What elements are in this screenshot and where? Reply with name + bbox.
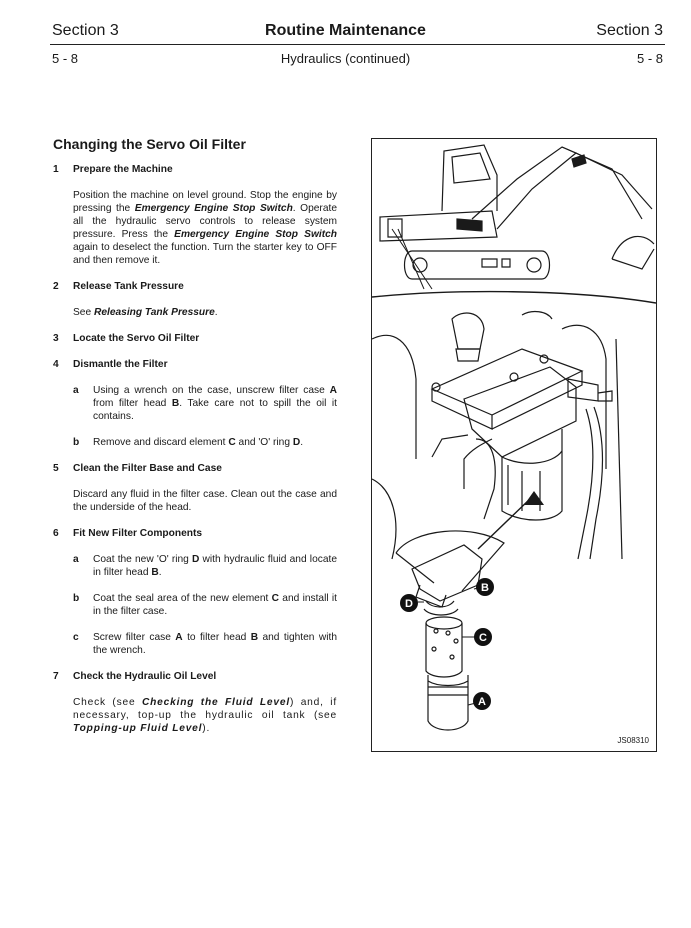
step-paragraph <box>73 189 337 267</box>
engine-bay-drawing <box>372 312 622 559</box>
figure-code: JS08310 <box>617 736 649 745</box>
page-number-left: 5 - 8 <box>52 51 79 66</box>
text-run: Position the machine on level ground. Stop the engine by pressing the <box>73 190 337 214</box>
cross-reference: Releasing Tank Pressure <box>93 307 215 318</box>
sub-step-letter: a <box>73 385 79 396</box>
procedure-text <box>53 138 337 748</box>
svg-text:D: D <box>405 598 413 610</box>
text-run: ) and, if necessary, top-up the hydraulic oil tank (see <box>73 697 337 721</box>
step-paragraph <box>73 696 337 735</box>
step-number: 4 <box>53 359 59 370</box>
svg-text:B: B <box>481 582 489 594</box>
sub-step-text: Screw filter case A to filter head B and tighten with the wrench. <box>93 632 337 656</box>
callout-a <box>473 692 491 710</box>
step-number: 7 <box>53 671 59 682</box>
text-run: Discard any fluid in the filter case. Clean out the case and the underside of the head. <box>73 489 337 513</box>
step-title: Release Tank Pressure <box>73 281 184 292</box>
step-number: 5 <box>53 463 59 474</box>
procedure-title: Changing the Servo Oil Filter <box>53 136 246 152</box>
step-title: Prepare the Machine <box>73 164 173 175</box>
step-title: Clean the Filter Base and Case <box>73 463 222 474</box>
sub-step-letter: c <box>73 632 79 643</box>
text-run: See <box>73 307 94 318</box>
servo-filter-illustration <box>371 138 657 752</box>
sub-step <box>73 384 337 423</box>
step-heading <box>53 358 337 371</box>
sub-step <box>73 592 337 618</box>
step-number: 2 <box>53 281 59 292</box>
callout-c <box>474 628 492 646</box>
page-number-right: 5 - 8 <box>636 51 663 66</box>
sub-step-letter: b <box>73 437 80 448</box>
step-number: 6 <box>53 528 59 539</box>
sub-step-letter: b <box>73 593 80 604</box>
step-title: Check the Hydraulic Oil Level <box>73 671 217 682</box>
svg-text:C: C <box>479 632 487 644</box>
text-run: Check (see <box>73 697 142 708</box>
sub-step-text: Coat the new 'O' ring D with hydraulic fluid and locate in filter head B. <box>93 554 337 578</box>
step-number: 3 <box>53 333 59 344</box>
cross-reference: Topping-up Fluid Level <box>73 723 203 734</box>
step-title: Locate the Servo Oil Filter <box>73 333 200 344</box>
step-heading <box>53 462 337 475</box>
svg-text:A: A <box>478 696 486 708</box>
section-label-left: Section 3 <box>52 22 119 39</box>
step-heading <box>53 332 337 345</box>
step-paragraph <box>73 488 337 514</box>
excavator-drawing <box>380 145 654 279</box>
text-run: again to deselect the function. Turn the starter key to OFF and then remove it. <box>73 242 337 266</box>
emphasis-ref: Emergency Engine Stop Switch <box>134 203 293 214</box>
step-title: Dismantle the Filter <box>73 359 168 370</box>
sub-step <box>73 631 337 657</box>
text-run: . Operate all the hydraulic servo controls to release system pressure. Press the <box>73 203 337 240</box>
cross-reference: Checking the Fluid Level <box>142 697 290 708</box>
step-paragraph <box>73 306 337 319</box>
sub-step <box>73 436 337 449</box>
sub-step-letter: a <box>73 554 79 565</box>
step-heading <box>53 280 337 293</box>
text-run: . <box>214 307 218 318</box>
emphasis-ref: Emergency Engine Stop Switch <box>174 229 337 240</box>
step-title: Fit New Filter Components <box>73 528 203 539</box>
page-subtitle: Hydraulics (continued) <box>280 51 411 66</box>
sub-step-text: Coat the seal area of the new element C and install it in the filter case. <box>93 593 337 617</box>
text-run: ). <box>202 723 211 734</box>
sub-step-text: Using a wrench on the case, unscrew filter case A from filter head B. Take care not to spill the oil it contains. <box>93 385 337 422</box>
step-heading <box>53 670 337 683</box>
section-label-right: Section 3 <box>596 22 663 39</box>
illustration-drawing <box>372 139 656 751</box>
step-heading <box>53 527 337 540</box>
page-title: Routine Maintenance <box>265 22 426 39</box>
step-number: 1 <box>53 164 59 175</box>
header-rule <box>50 44 665 45</box>
callout-d <box>400 594 418 612</box>
sub-step <box>73 553 337 579</box>
sub-step-text: Remove and discard element C and 'O' ring D. <box>93 437 304 448</box>
callout-b <box>476 578 494 596</box>
step-heading <box>53 163 337 176</box>
